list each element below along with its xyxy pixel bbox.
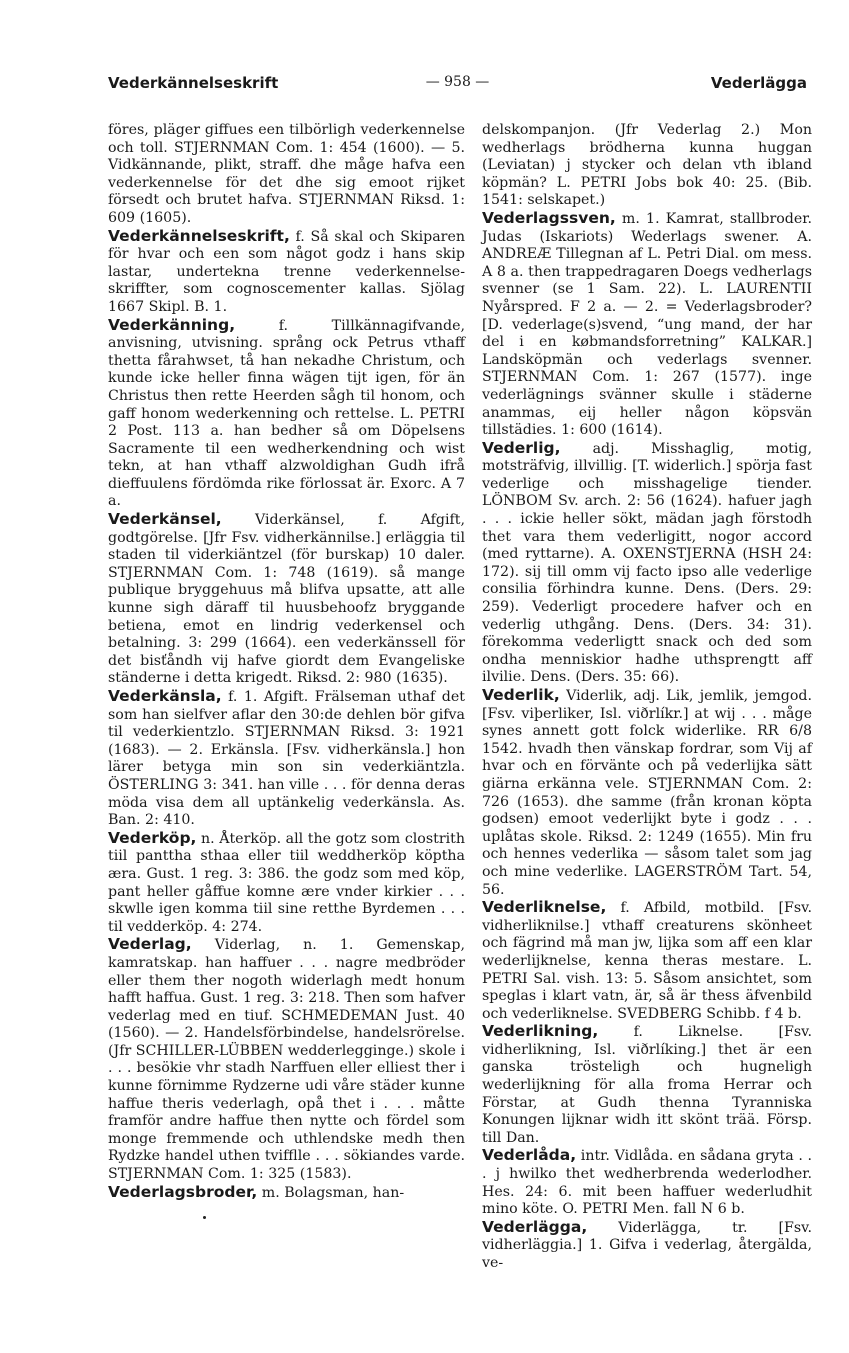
headword: Vederlåda, (482, 1146, 577, 1165)
stray-dot (203, 1216, 206, 1219)
entry-vederliknelse: Vederliknelse, f. Afbild, motbild. [Fsv. vidherliknilse.] vthaff creaturens skönheet och fägrind må man jw, lijka som aff een klar wederlijknelse, kenna theras mestare. L. PETRI Sal. vish. 13: 5. Såsom ansichtet, som speglas i klart vatn, är, så är thess äfvenbild och vederliknelse. SVEDBERG Schibb. f 4 b. (482, 898, 812, 1022)
headword: Vederlikning, (482, 1022, 599, 1041)
entry-vederlik: Vederlik, Viderlik, adj. Lik, jemlik, jemgod. [Fsv. viþerliker, Isl. viðrlíkr.] at wij . . . måge synes annett gott folck widerlike. RR 6/8 1542. hvadh then vänskap fordrar, som Vij af hvar och en förvänte och på vederlijka sätt giärna erkänna vele. STJERNMAN Com. 2: 726 (1653). dhe samme (från kronan köpta godsen) emoot vederlijkt byte i godz . . . uplåtas skole. Riksd. 2: 1249 (1655). Min fru och hennes vederlika — såsom talet som jag och mine vederlike. LAGERSTRÖM Tart. 54, 56. (482, 686, 812, 898)
headword: Vederlik, (482, 686, 560, 704)
headword: Vederlig, (482, 438, 561, 457)
entry-vederkannelseskrift: Vederkännelseskrift, f. Så skal och Skiparen för hvar och een som något godz i hans skip lastar, undertekna trenne vederkennelse-skriffter, som cognoscementer kallas. Sjölag 1667 Skipl. B. 1. (108, 226, 465, 315)
headword: Vederliknelse, (482, 898, 607, 917)
headword: Vederlagsbroder, (108, 1182, 258, 1201)
left-column (108, 122, 465, 1202)
entry-vederlagga: Vederlägga, Viderlägga, tr. [Fsv. vidherläggia.] 1. Gifva i vederlag, återgälda, ve- (482, 1217, 812, 1271)
entry-vederkansel: Vederkänsel, Viderkänsel, f. Afgift, godtgörelse. [Jfr Fsv. vidherkännilse.] erläggia til staden til viderkiäntzel (för burskap) 10 daler. STJERNMAN Com. 1: 748 (1619). så mange publique bryggehuus må blifva upsatte, att alle kunne sigh däraff til huusbehoofz bryggande betiena, emot en lindrig vederkensel och betalning. 3: 299 (1664). een vederkänssell för det bisťåndh vij hafve giordt dem Evangeliske ständerne i detta krigedt. Riksd. 2: 980 (1635). (108, 510, 465, 687)
header-right-headword: Vederlägga (710, 74, 807, 92)
entry-vederlag: Vederlag, Viderlag, n. 1. Gemenskap, kamratskap. han haffuer . . . nagre medbröder eller them ther nogoth widerlagh medt honum hafft haffua. Gust. 1 reg. 3: 218. Then som hafver vederlag med en tiuf. SCHMEDEMAN Just. 40 (1560). — 2. Handelsförbindelse, handelsrörelse. (Jfr SCHILLER-LÜBBEN wedderlegginge.) skole i . . . besökie vhr stadh Narffuen eller elliest ther i kunne förnimme Rydzerne udi våre städer kunne haffue theris vederlagh, opå thet i . . . måtte framför andre haffue then nytte och fördel som monge fremmende och uthlendske medh then Rydzke handel uthen tvifflle . . . sökiandes varde. STJERNMAN Com. 1: 325 (1583). (108, 935, 465, 1183)
entry-continuation-right: delskompanjon. (Jfr Vederlag 2.) Mon wedherlags brödherna kunna huggan (Leviatan) j stycker och delan vth ibland köpmän? L. PETRI Jobs bok 40: 25. (Bib. 1541: selskapet.) (482, 122, 812, 209)
page-number: — 958 — (425, 74, 490, 90)
headword: Vederlägga, (482, 1217, 588, 1236)
entry-vederkop: Vederköp, n. Återköp. all the gotz som clostrith tiil panttha sthaa eller tiil weddherköp köptha æra. Gust. 1 reg. 3: 386. the godz som med köp, pant heller gåffue komne ære vnder kirkier . . . skwlle igen komma tiil sine retthe Byrdemen . . . til vedderköp. 4: 274. (108, 828, 465, 935)
entry-vederlagssven: Vederlagssven, m. 1. Kamrat, stallbroder. Judas (Iskariots) Wederlags swener. A. ANDREÆ Tillegnan af L. Petri Dial. om mess. A 8 a. then trappedragaren Doegs vedherlags svenner (se 1 Sam. 22). L. LAURENTII Nyårspred. F 2 a. — 2. = Vederlagsbroder? [D. vederlage(s)svend, “ung mand, der har del i en købmandsforretning” KALKAR.] Landsköpmän och vederlags svenner. STJERNMAN Com. 1: 267 (1577). inge vederlägnings svänner skulle i städerne anammas, eij heller någon köpsvän tillstädies. 1: 600 (1614). (482, 208, 812, 439)
entry-vederlikning: Vederlikning, f. Liknelse. [Fsv. vidherlikning, Isl. viðrlíking.] thet är een ganska trösteligh och hugneligh wederlijkning för alla froma Herrar och Förstar, at Gudh thenna Tyranniska Konungen lijknar widh itt skönt trää. Försp. till Dan. (482, 1022, 812, 1146)
headword: Vederlagssven, (482, 208, 616, 227)
headword: Vederkänsla, (108, 687, 222, 705)
entry-vederlig: Vederlig, adj. Misshaglig, motig, motsträfvig, illvillig. [T. widerlich.] spörja fast vederlige och misshagelige tiender. LÖNBOM Sv. arch. 2: 56 (1624). hafuer jagh . . . ickie heller sökt, mädan jagh förstodh thet vara them vederligitt, nogor accord (med ryttarne). A. OXENSTJERNA (HSH 24: 172). sij till omm vij facto ipso alle vederlige consilia förhindra kunne. Dens. (Ders. 29: 259). Vederligt procedere hafver och en vederlig uthgång. Dens. (Ders. 34: 31). förekomma vederligtt snack och ded som ondha menniskior hadhe uthsprengtt aff ilvilie. Dens. (Ders. 35: 66). (482, 438, 812, 686)
entry-vederkansla: Vederkänsla, f. 1. Afgift. Frälseman uthaf det som han sielfver aflar den 30:de dehlen bör gifva til vederkientzlo. STJERNMAN Riksd. 3: 1921 (1683). — 2. Erkänsla. [Fsv. vidherkänsla.] hon lärer betyga min son sin vederkiäntzla. ÖSTERLING 3: 341. han ville . . . för denna deras möda visa dem all uptänkelig vederkänsla. As. Ban. 2: 410. (108, 687, 465, 829)
entry-vederlada: Vederlåda, intr. Vidlåda. en sådana gryta . . . j hwilko thet wedherbrenda wederlodher. Hes. 24: 6. mit been haffuer wederludhit mino köte. O. PETRI Men. fall N 6 b. (482, 1146, 812, 1218)
entry-continuation: föres, pläger giffues een tilbörligh vederkennelse och toll. STJERNMAN Com. 1: 454 (1600). — 5. Vidkännande, plikt, straff. dhe måge hafva een vederkennelse för det dhe sig emoot rijket försedt och brutet hafva. STJERNMAN Riksd. 1: 609 (1605). (108, 122, 465, 226)
headword: Vederköp, (108, 828, 197, 847)
headword: Vederkännelseskrift, (108, 226, 290, 245)
entry-vederlagsbroder: Vederlagsbroder, m. Bolagsman, han- (108, 1182, 405, 1201)
header-left-headword: Vederkännelseskrift (108, 74, 279, 92)
right-column (482, 122, 812, 1273)
headword: Vederkänsel, (108, 510, 222, 529)
entry-vederkanning: Vederkänning, f. Tillkännagifvande, anvisning, utvisning. språng ock Petrus vthaff thetta fårahwset, tå han nekadhe Christum, och kunde icke heller finna wägen tijt igen, för än Christus then rette Heerden sågh til honom, och gaff honom wederkenning och rettelse. L. PETRI 2 Post. 113 a. han bedher så om Döpelsens Sacramente til een wedherkendning och wist tekn, at han vthaff alzwoldighan Gudh ifrå dieffuulens fördömda rike förlossat är. Exorc. A 7 a. (108, 315, 465, 510)
running-header (108, 74, 807, 100)
headword: Vederkänning, (108, 315, 236, 334)
headword: Vederlag, (108, 935, 192, 954)
